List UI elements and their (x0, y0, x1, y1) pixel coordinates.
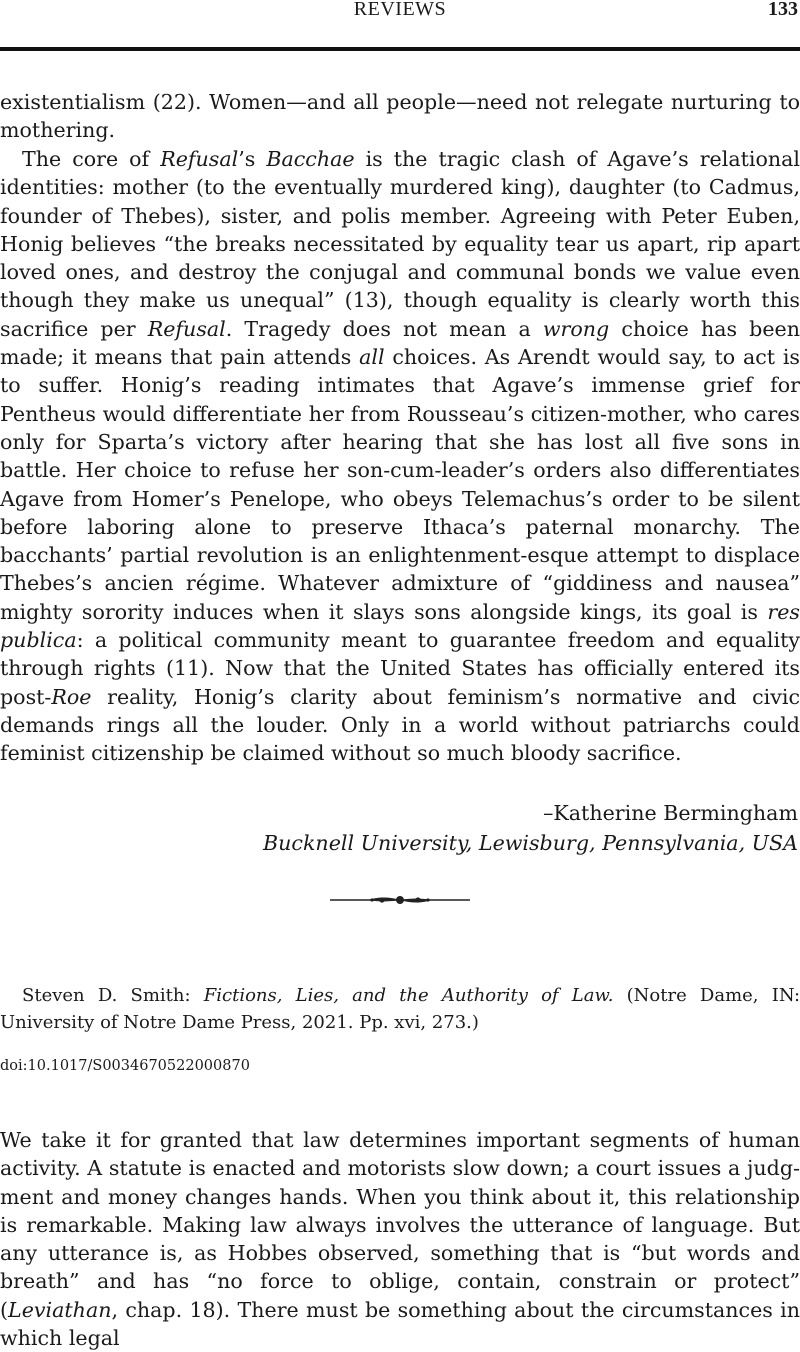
doi-text: doi:10.1017/S0034670522000870 (0, 1058, 250, 1074)
text-run: is the tragic clash of Agave’s relational identities: mother (to the eventually murdered king), daughter (to Cadmus, founder of Thebes), sister, and polis member. Agreeing with Peter Euben, Honig believes “the breaks necessitated by equality tear us apart, rip apart loved ones, and destroy the conjugal and communal bonds we value even though they make us unequal” (13), though equality is clearly worth this sacrifice per (0, 147, 800, 341)
text-run: choices. As Arendt would say, to act is to suffer. Honig’s reading intimates that Agave’s immense grief for Pentheus would differentiate her from Rousseau’s citizen-mother, who cares only for Sparta’s victory after hearing that she has lost all five sons in battle. Her choice to refuse her son-cum-leader’s orders also differentiates Agave from Homer’s Penelope, who obeys Telemachus’s order to be silent before laboring alone to preserve Ithaca’s paternal monarchy. The bacchants’ partial revolution is an enlightenment-esque attempt to displace Thebes’s ancien régime. Whatever admixture of “giddiness and nausea” mighty sorority induces when it slays sons alongside kings, its goal is (0, 345, 800, 624)
italic-run: Leviathan (8, 1297, 112, 1322)
text-run: reality, Honig’s clarity about feminism’s normative and civic demands rings all the louder. Only in a world without patriarchs could feminist citizenship be claimed without so much bloody sacrifice. (0, 684, 800, 766)
text-run: Steven D. Smith: (22, 985, 204, 1006)
review-paragraph-continued (0, 88, 800, 145)
paragraph-text: existentialism (22). Women—and all people—need not relegate nurturing to mothering. (0, 90, 800, 143)
italic-run: Fictions, Lies, and the Authority of Law. (203, 985, 614, 1006)
italic-run: wrong (542, 316, 610, 341)
text-run: The core of (22, 147, 161, 171)
text-run: : a political community meant to guarantee freedom and equality through rights (11). Now that the United States has officially entered its post- (0, 628, 800, 709)
page-number: 133 (768, 0, 798, 20)
reviewer-name: –Katherine Bermingham (543, 801, 798, 825)
text-run: We take it for granted that law determines important segments of human activity. A statute is enacted and motorists slow down; a court issues a judgment and money changes hands. When you think about it, this relationship is remarkable. Making law always involves the utterance of language. But any utterance is, as Hobbes observed, something that is “but words and breath” and has “no force to oblige, contain, constrain or protect” ( (0, 1128, 800, 1322)
book-citation (0, 982, 800, 1036)
italic-run: all (359, 345, 385, 370)
paragraph-text (0, 145, 800, 768)
text-run: . Tragedy does not mean a (225, 316, 543, 341)
review-paragraph-core (0, 145, 800, 768)
italic-run: Roe (51, 684, 92, 709)
text-run: (Notre Dame, IN: University of Notre Dame Press, 2021. Pp. xvi, 273.) (0, 985, 800, 1033)
text-run: choice has been made; it means that pain attends (0, 316, 800, 370)
italic-run: res publica (0, 599, 800, 653)
review-paragraph-opening (0, 1126, 800, 1352)
reviewer-affiliation: Bucknell University, Lewisburg, Pennsylvania, USA (263, 831, 798, 855)
italic-run: Refusal (147, 316, 226, 341)
header-rule (0, 47, 800, 51)
running-header (0, 0, 800, 26)
text-run: , chap. 18). There must be something about the circumstances in which legal (0, 1297, 800, 1351)
text-run: ’s (238, 147, 267, 171)
italic-run: Refusal (160, 147, 239, 171)
running-title: REVIEWS (353, 0, 447, 20)
section-divider-ornament-icon (328, 888, 472, 912)
paragraph-text (0, 1126, 800, 1352)
italic-run: Bacchae (266, 147, 355, 171)
